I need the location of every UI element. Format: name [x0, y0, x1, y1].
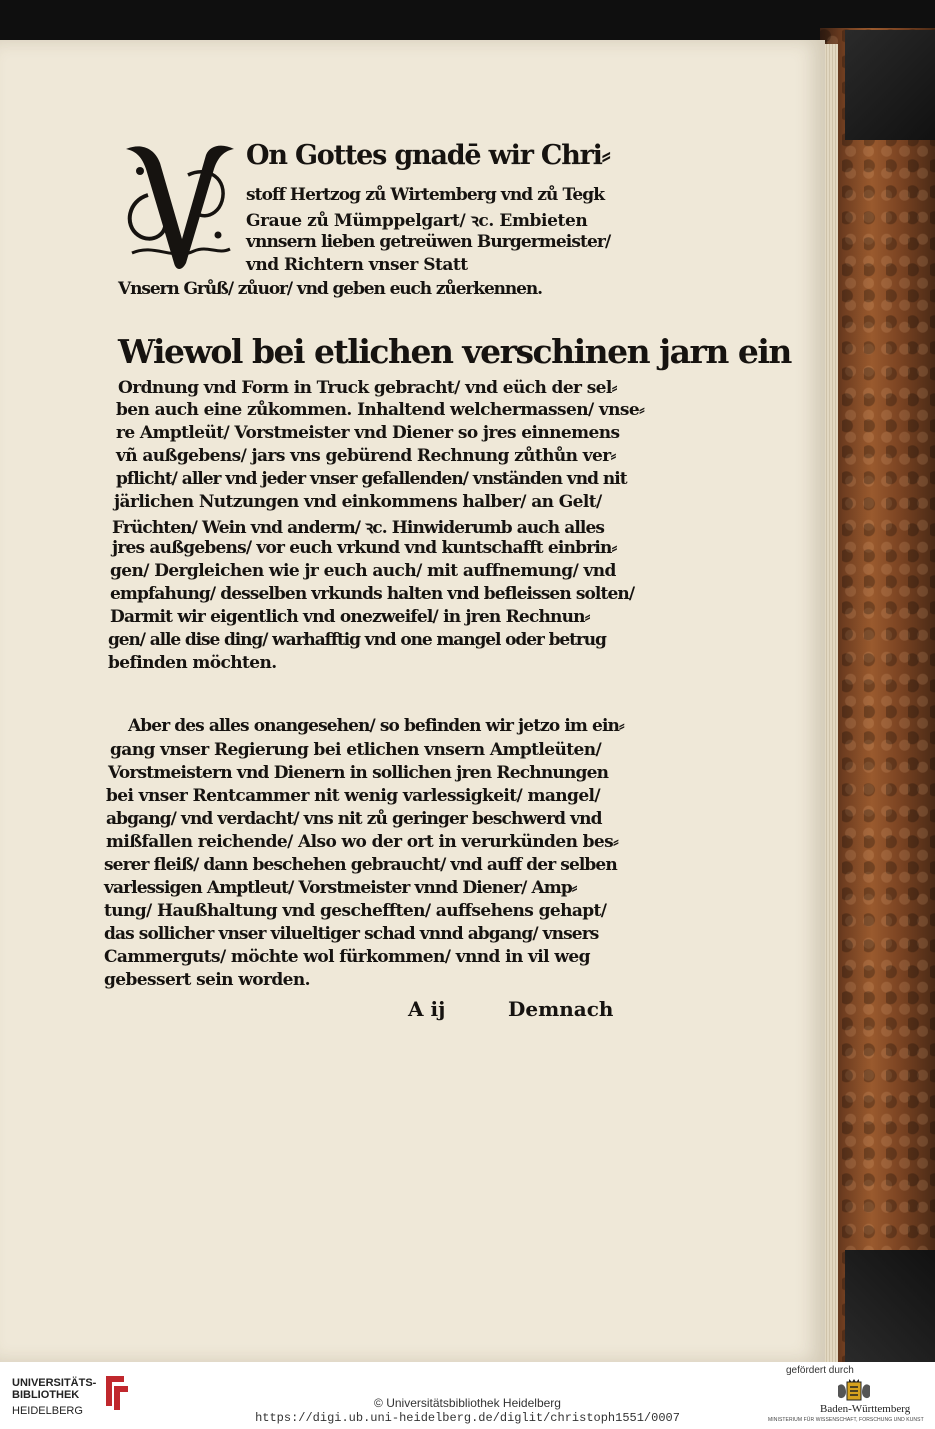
funded-by-label: gefördert durch: [786, 1365, 854, 1376]
signature-mark: A ij: [408, 997, 446, 1021]
paragraph1-line: Ordnung vnd Form in Truck gebracht/ vnd eüch der sel⸗: [118, 378, 617, 398]
paragraph1-line: pflicht/ aller vnd jeder vnser gefallenden/ vnständen vnd nit: [116, 469, 627, 489]
paragraph2-line: abgang/ vnd verdacht/ vns nit zů geringer beschwerd vnd: [106, 809, 602, 829]
opening-line-2: stoff Hertzog zů Wirtemberg vnd zů Tegk: [246, 185, 605, 205]
paragraph2-line: Aber des alles onangesehen/ so befinden wir jetzo im ein⸗: [128, 716, 624, 736]
page-url-link[interactable]: https://digi.ub.uni-heidelberg.de/diglit/christoph1551/0007: [255, 1411, 680, 1425]
binding-corner-bottom: [845, 1250, 935, 1362]
opening-line-1: On Gottes gnadē wir Chri⸗: [246, 140, 610, 171]
paragraph1-line: befinden möchten.: [108, 653, 277, 673]
paragraph1-lead-line: Wiewol bei etlichen verschinen jarn ein: [118, 332, 791, 371]
copyright-notice: © Universitätsbibliothek Heidelberg: [374, 1396, 561, 1410]
paragraph2-line: gang vnser Regierung bei etlichen vnsern Amptleüten/: [110, 740, 602, 760]
library-city: HEIDELBERG: [12, 1405, 83, 1417]
paragraph2-line: das sollicher vnser vilueltiger schad vnnd abgang/ vnsers: [104, 924, 599, 944]
paragraph2-line: tung/ Haußhaltung vnd geschefften/ auffsehens gehapt/: [104, 901, 607, 921]
funder-ministry: MINISTERIUM FÜR WISSENSCHAFT, FORSCHUNG UND KUNST: [768, 1417, 924, 1423]
library-name-line1: UNIVERSITÄTS-: [12, 1377, 97, 1389]
paragraph2-line: gebessert sein worden.: [104, 970, 310, 990]
paragraph2-line: Cammerguts/ möchte wol fürkommen/ vnnd in vil weg: [104, 947, 590, 967]
decorated-initial-v: [118, 135, 243, 275]
paragraph2-line: varlessigen Amptleut/ Vorstmeister vnnd Diener/ Amp⸗: [104, 878, 577, 898]
paragraph1-line: ben auch eine zůkommen. Inhaltend welchermassen/ vnse⸗: [116, 400, 645, 420]
paragraph2-line: Vorstmeistern vnd Dienern in sollichen jren Rechnungen: [108, 763, 609, 783]
library-name-line2: BIBLIOTHEK: [12, 1389, 80, 1401]
paragraph1-line: gen/ alle dise ding/ warhafftig vnd one mangel oder betrug: [108, 630, 606, 650]
paragraph1-line: Darmit wir eigentlich vnd onezweifel/ in jren Rechnun⸗: [110, 607, 590, 627]
paragraph1-line: vñ außgebens/ jars vns gebürend Rechnung zůthůn ver⸗: [116, 446, 616, 466]
opening-line-5: vnd Richtern vnser Statt: [246, 255, 468, 275]
funder-name: Baden-Württemberg: [820, 1403, 911, 1415]
paragraph2-line: bei vnser Rentcammer nit wenig varlessigkeit/ mangel/: [106, 786, 601, 806]
paragraph1-line: re Amptleüt/ Vorstmeister vnd Diener so jres einnemens: [116, 423, 620, 443]
paragraph1-line: Früchten/ Wein vnd anderm/ ꝛc. Hinwiderumb auch alles: [112, 518, 605, 538]
paragraph2-line: mißfallen reichende/ Also wo der ort in verurkünden bes⸗: [106, 832, 619, 852]
paragraph1-line: järlichen Nutzungen vnd einkommens halber/ an Gelt/: [114, 492, 602, 512]
paragraph1-line: empfahung/ desselben vrkunds halten vnd befleissen solten/: [110, 584, 635, 604]
paragraph1-line: jres außgebens/ vor euch vrkund vnd kuntschafft einbrin⸗: [112, 538, 617, 558]
opening-line-3: Graue zů Mümppelgart/ ꝛc. Embieten: [246, 211, 588, 231]
binding-corner-top: [845, 30, 935, 140]
paragraph2-line: serer fleiß/ dann beschehen gebraucht/ vnd auff der selben: [104, 855, 617, 875]
paragraph1-line: gen/ Dergleichen wie jr euch auch/ mit auffnemung/ vnd: [110, 561, 616, 581]
baden-wuerttemberg-crest-icon[interactable]: [834, 1378, 874, 1406]
opening-line-4: vnnsern lieben getreüwen Burgermeister/: [246, 232, 611, 252]
opening-line-6: Vnsern Grůß/ zůuor/ vnd geben euch zůerkennen.: [118, 279, 542, 299]
catchword: Demnach: [508, 997, 614, 1021]
